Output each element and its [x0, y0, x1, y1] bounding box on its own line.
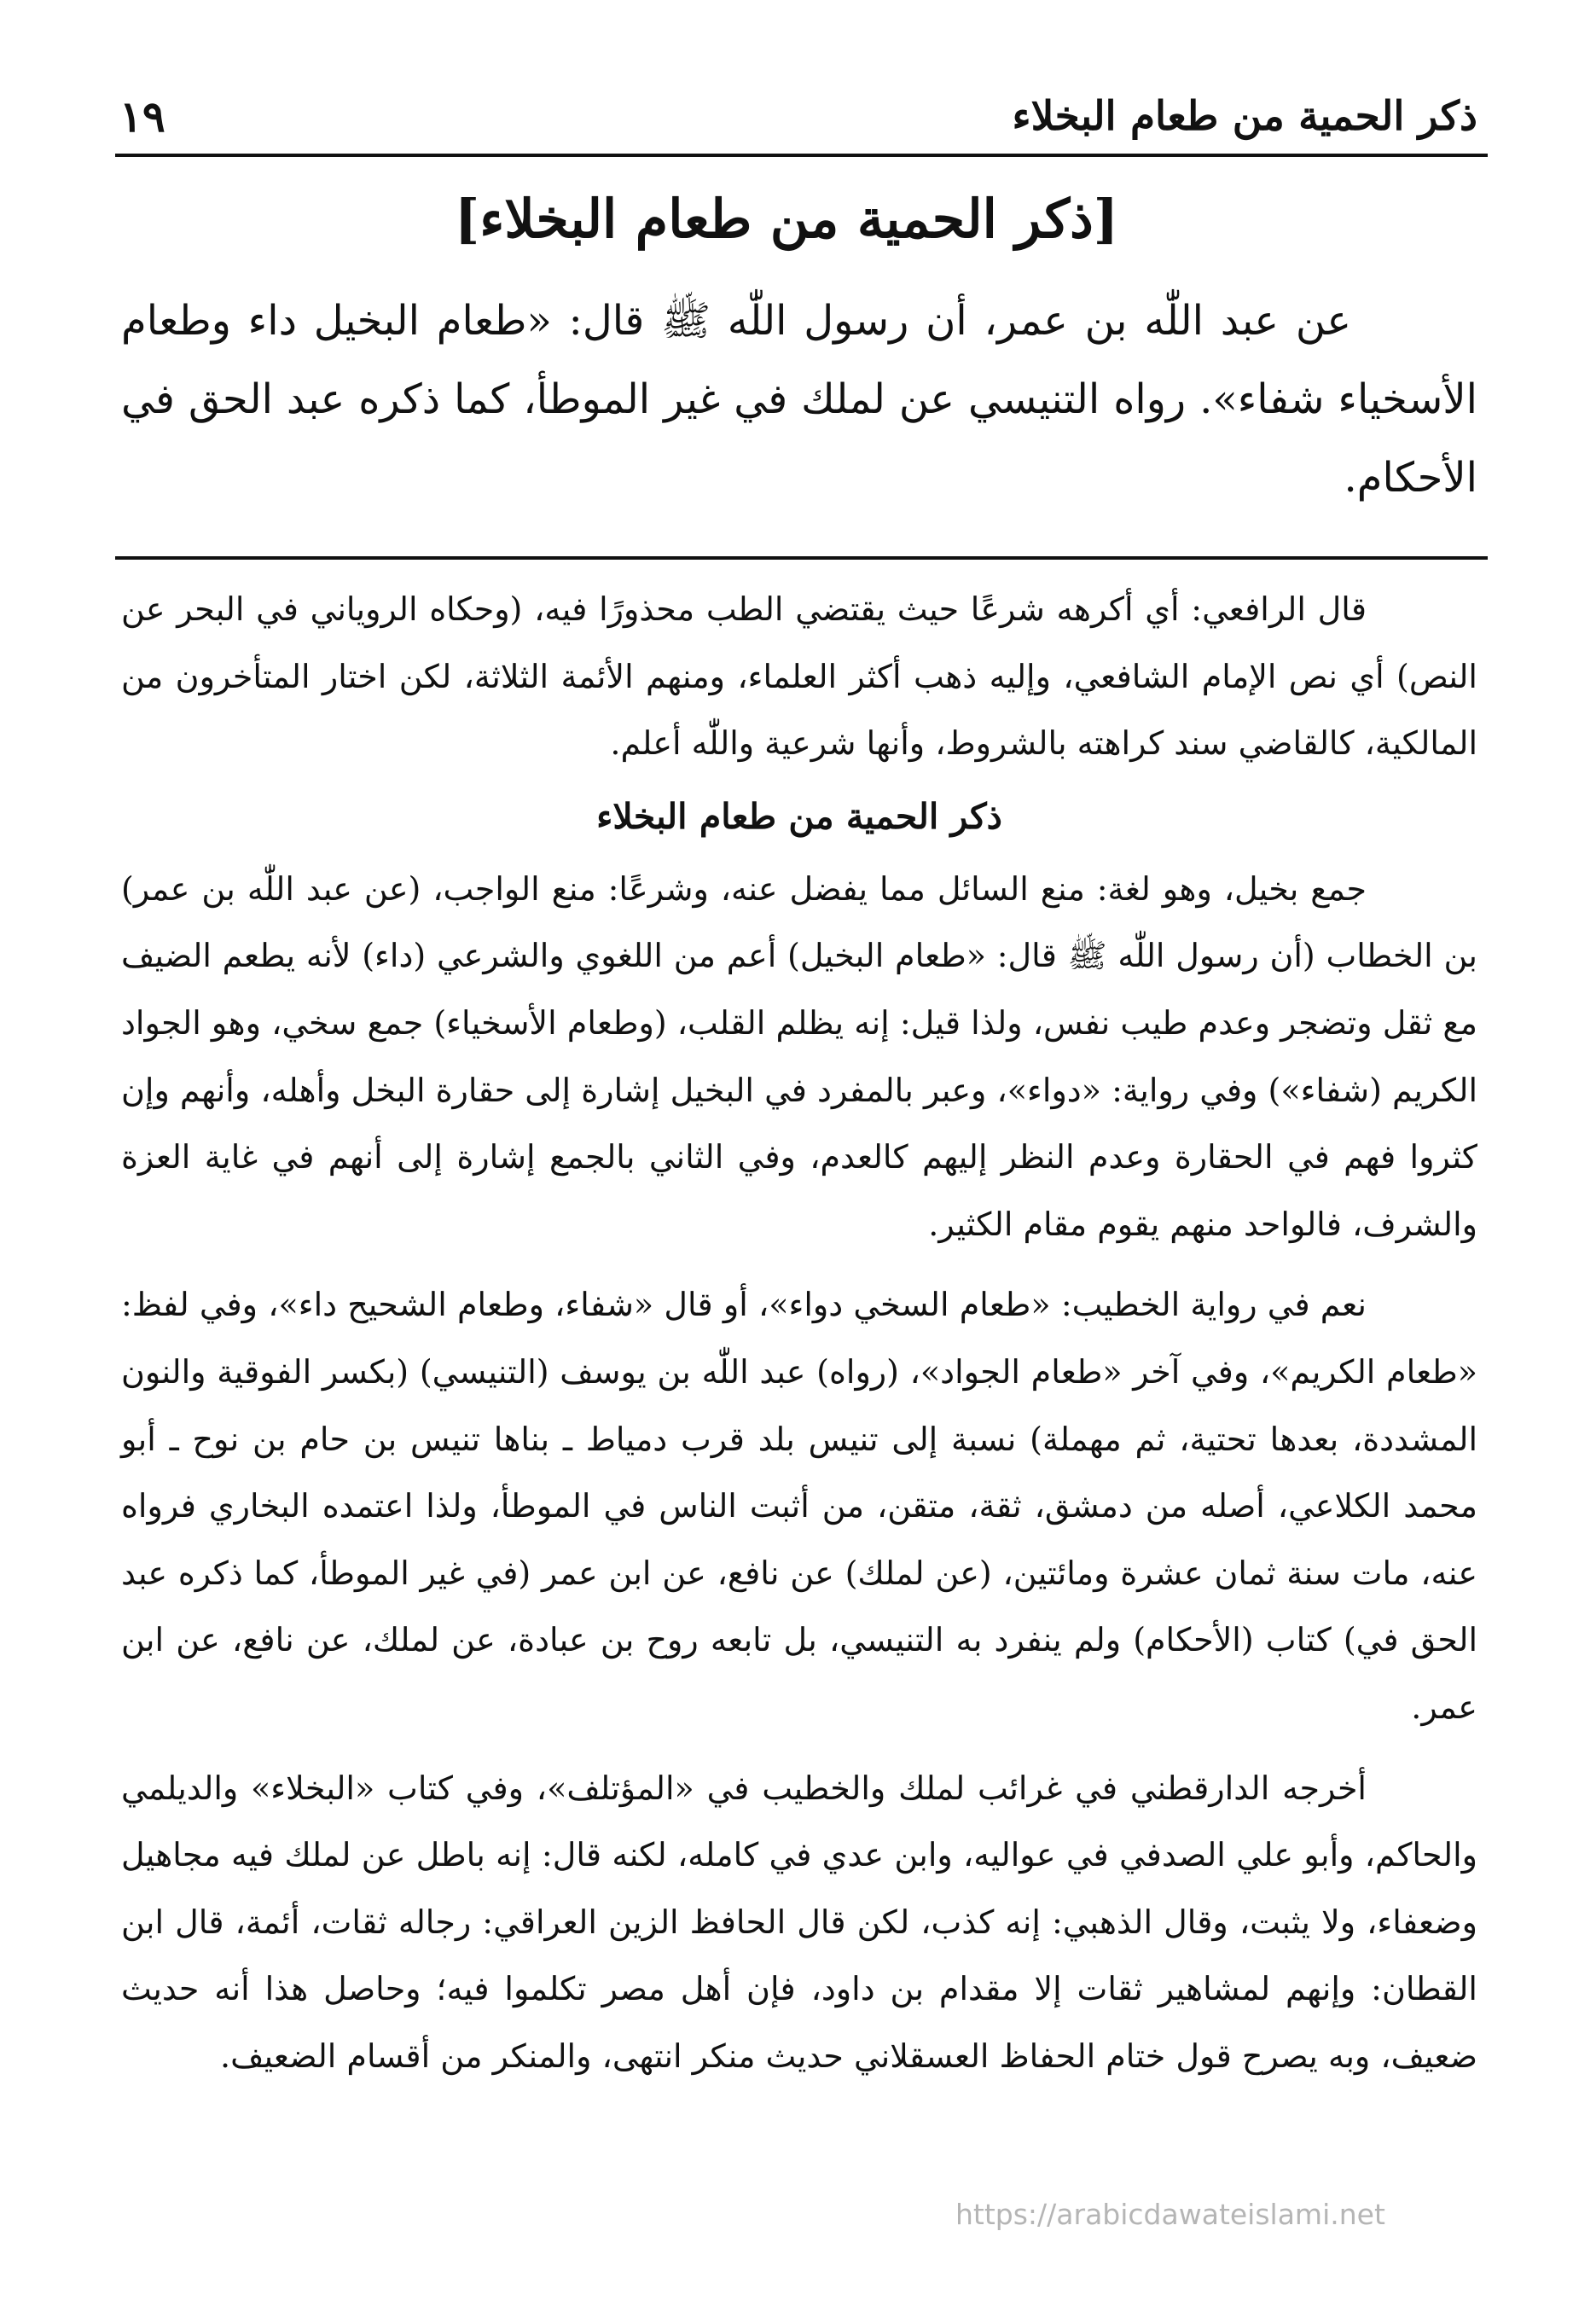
commentary-paragraph: أخرجه الدارقطني في غرائب لملك والخطيب في «المؤتلف»، وفي كتاب «البخلاء» والديلمي والحاكم، وأبو علي الصدفي في عواليه، وابن عدي في كامله، لكنه قال: إنه باطل عن لملك فيه مجاهيل وضعفاء، ولا يثبت، وقال الذهبي: إنه كذب، لكن قال الحافظ الزين العراقي: رجاله ثقات، أئمة، قال ابن القطان: وإنهم لمشاهير ثقات إلا مقدام بن داود، فإن أهل مصر تكلموا فيه؛ وحاصل هذا أنه حديث ضعيف، وبه يصرح قول ختام الحفاظ العسقلاني حديث منكر انتهى، والمنكر من أقسام الضعيف.	[121, 1769, 1477, 2075]
commentary-paragraph: نعم في رواية الخطيب: «طعام السخي دواء»، أو قال «شفاء، وطعام الشحيح داء»، وفي لفظ: «طعام الكريم»، وفي آخر «طعام الجواد»، (رواه) عبد اللّٰه بن يوسف (التنيسي) (بكسر الفوقية والنون المشددة، بعدها تحتية، ثم مهملة) نسبة إلى تنيس بلد قرب دمياط ـ بناها تنيس بن حام بن نوح ـ أبو محمد الكلاعي، أصله من دمشق، ثقة، متقن، من أثبت الناس في الموطأ، ولذا اعتمده البخاري فرواه عنه، مات سنة ثمان عشرة ومائتين، (عن لملك) عن نافع، عن ابن عمر (في غير الموطأ، كما ذكره عبد الحق في) كتاب (الأحكام) ولم ينفرد به التنيسي، بل تابعه روح بن عبادة، عن لملك، عن نافع، عن ابن عمر.	[121, 1286, 1477, 1726]
commentary-divider	[115, 556, 1488, 560]
watermark-url: https://arabicdawateislami.net	[955, 2198, 1385, 2231]
commentary-heading: ذكر الحمية من طعام البخلاء	[596, 795, 1002, 837]
commentary	[121, 576, 1477, 2089]
header-rule	[115, 154, 1488, 157]
chapter-title: [ذكر الحمية من طعام البخلاء]	[454, 188, 1119, 250]
main-text: عن عبد اللّٰه بن عمر، أن رسول اللّٰه ﷺ قال: «طعام البخيل داء وطعام الأسخياء شفاء». رواه التنيسي عن لملك في غير الموطأ، كما ذكره عبد الحق في الأحكام.	[121, 297, 1478, 502]
commentary-paragraph: جمع بخيل، وهو لغة: منع السائل مما يفضل عنه، وشرعًا: منع الواجب، (عن عبد اللّٰه بن عمر) بن الخطاب (أن رسول اللّٰه ﷺ قال: «طعام البخيل) أعم من اللغوي والشرعي (داء) لأنه يطعم الضيف مع ثقل وتضجر وعدم طيب نفس، ولذا قيل: إنه يظلم القلب، (وطعام الأسخياء) جمع سخي، وهو الجواد الكريم (شفاء») وفي رواية: «دواء»، وعبر بالمفرد في البخيل إشارة إلى حقارة البخل وأهله، وأنهم وإن كثروا فهم في الحقارة وعدم النظر إليهم كالعدم، وفي الثاني بالجمع إشارة إلى أنهم في غاية العزة والشرف، فالواحد منهم يقوم مقام الكثير.	[121, 869, 1477, 1243]
running-title: ذكر الحمية من طعام البخلاء	[1012, 92, 1477, 140]
commentary-paragraph: قال الرافعي: أي أكرهه شرعًا حيث يقتضي الطب محذورًا فيه، (وحكاه الروياني في البحر عن النص) أي نص الإمام الشافعي، وإليه ذهب أكثر العلماء، ومنهم الأئمة الثلاثة، لكن اختار المتأخرون من المالكية، كالقاضي سند كراهته بالشروط، وأنها شرعية واللّٰه أعلم.	[121, 590, 1477, 763]
page-number: ١٩	[119, 90, 165, 142]
running-header	[119, 81, 1477, 151]
